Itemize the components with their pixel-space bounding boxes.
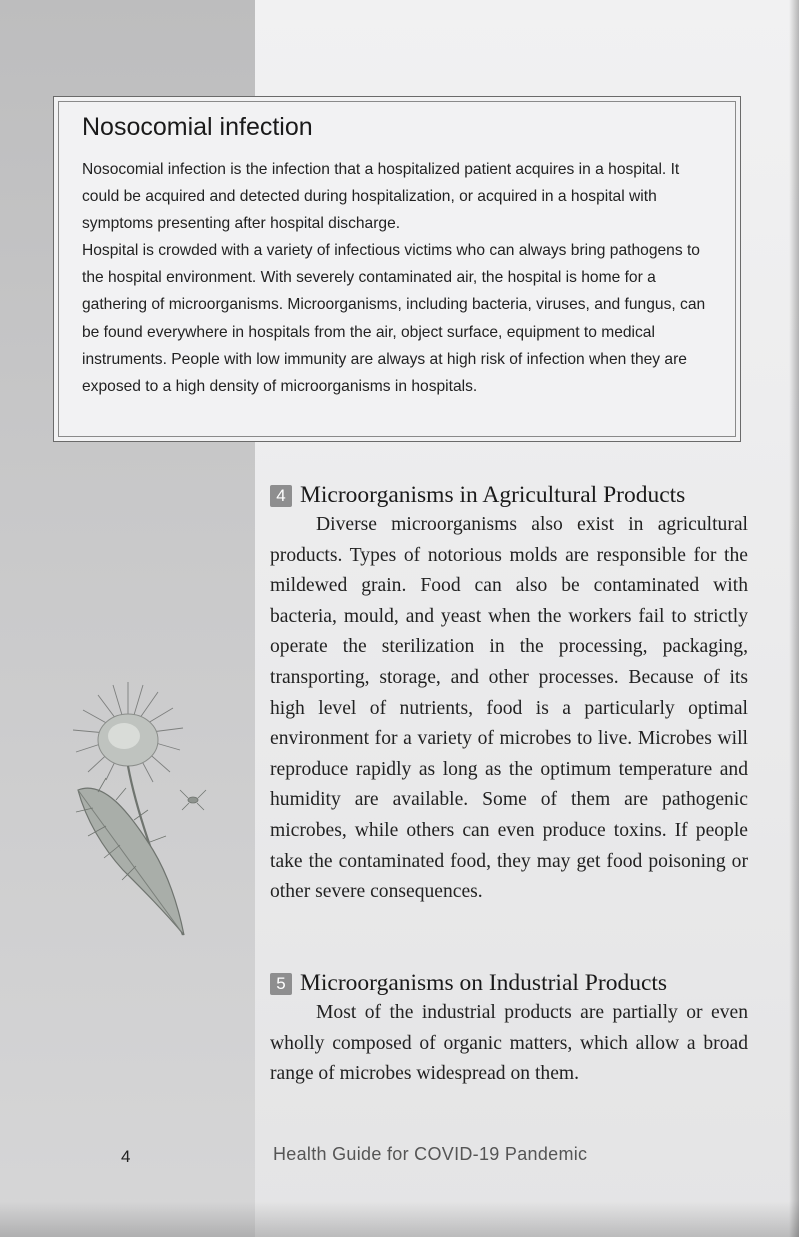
page-bottom-shadow (0, 1201, 799, 1237)
thistle-flower-highlight (108, 723, 140, 749)
thistle-plant-illustration (58, 680, 228, 945)
info-box-text (82, 156, 718, 400)
section-4-heading (270, 480, 748, 510)
section-5-body: Most of the industrial products are partially or even wholly composed of organic matters, which allow a broad range of microbes widespread on them. (270, 1002, 748, 1085)
section-5-heading-text: Microorganisms on Industrial Products (300, 970, 668, 996)
section-4-body: Diverse microorganisms also exist in agricultural products. Types of notorious molds are responsible for the mildewed grain. Food can also be contaminated with bacteria, mould, and yeast when the workers fail to strictly operate the sterilization in the processing, packaging, transporting, storage, and other processes. Because of its high level of nutrients, food is a particularly optimal environment for a variety of microbes to live. Microbes will reproduce rapidly as long as the optimum temperature and humidity are available. Some of them are pathogenic microbes, while others can even produce toxins. If people take the contaminated food, they may get food poisoning or other severe consequences. (270, 514, 748, 903)
page-number: 4 (121, 1147, 131, 1166)
section-4-number-badge: 4 (270, 485, 292, 507)
section-5-heading (270, 968, 748, 998)
section-5-number-badge: 5 (270, 973, 292, 995)
info-box-paragraph-1: Nosocomial infection is the infection that a hospitalized patient acquires in a hospital. It could be acquired and detected during hospitalization, or acquired in a hospital with symptoms presenting after hospital discharge. (82, 161, 680, 233)
insect-icon (180, 790, 206, 810)
info-box-paragraph-2: Hospital is crowded with a variety of infectious victims who can always bring pathogens to the hospital environment. With severely contaminated air, the hospital is home for a gathering of microorganisms. Microorganisms, including bacteria, viruses, and fungus, can be found everywhere in hospitals from the air, object surface, equipment to medical instruments. People with low immunity are always at high risk of infection when they are exposed to a high density of microorganisms in hospitals. (82, 242, 706, 395)
section-4-heading-text: Microorganisms in Agricultural Products (300, 482, 686, 508)
thistle-leaf-vein (78, 790, 180, 930)
running-footer-title: Health Guide for COVID-19 Pandemic (273, 1144, 588, 1164)
section-agricultural-products (270, 480, 748, 908)
section-industrial-products (270, 968, 748, 1090)
page-right-edge-shadow (789, 0, 799, 1237)
info-box-title: Nosocomial infection (82, 113, 313, 141)
nosocomial-infection-box (53, 96, 741, 442)
